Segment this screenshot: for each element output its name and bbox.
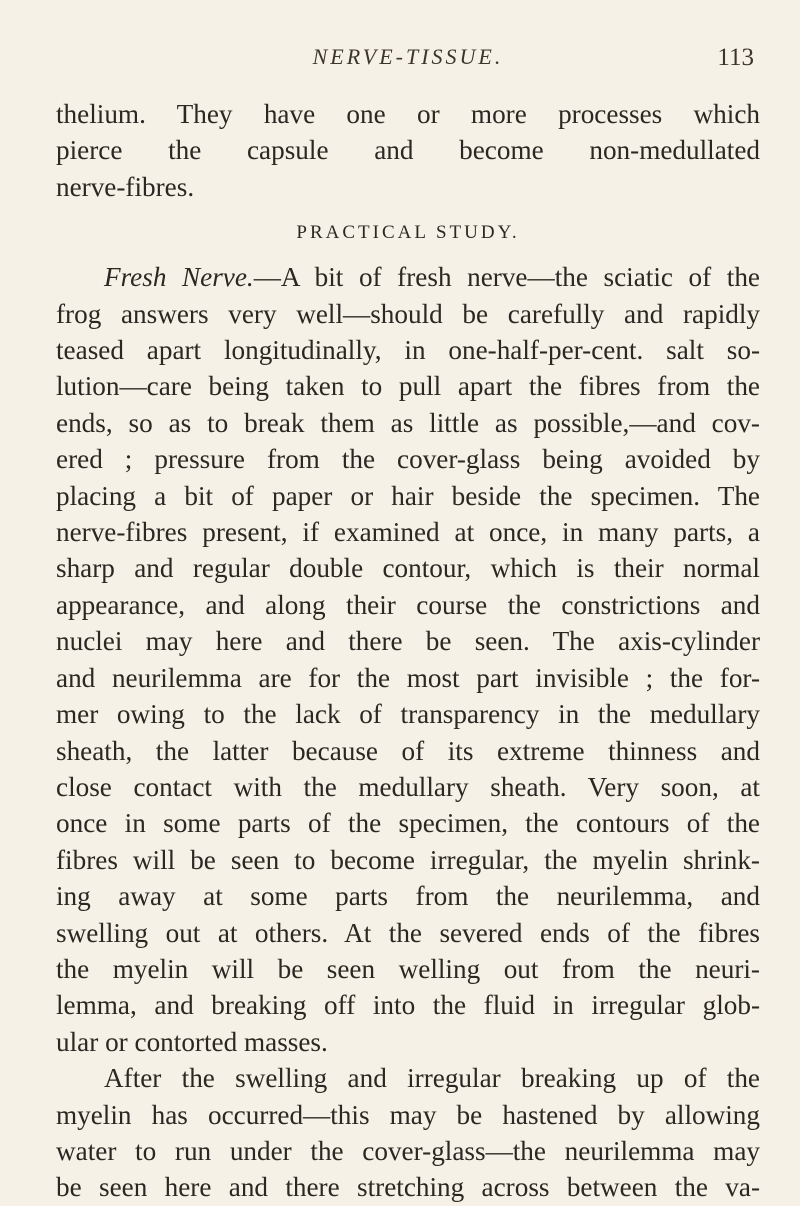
text-line: placing a bit of paper or hair beside the specimen. The — [56, 480, 760, 511]
text-line: be seen here and there stretching across between the va- — [56, 1172, 760, 1203]
text-line: once in some parts of the specimen, the contours of the — [56, 808, 760, 839]
text-line: swelling out at others. At the severed ends of the fibres — [56, 917, 760, 948]
text-line: close contact with the medullary sheath. Very soon, at — [56, 771, 760, 802]
text-line: appearance, and along their course the constrictions and — [56, 589, 760, 620]
text-line: nuclei may here and there be seen. The axis-cylinder — [56, 626, 760, 657]
text-line: ing away at some parts from the neurilemma, and — [56, 881, 760, 912]
text-line: lemma, and breaking off into the fluid in irregular glob- — [56, 990, 760, 1021]
text-line: mer owing to the lack of transparency in the medullary — [56, 699, 760, 730]
text-line-first — [56, 259, 760, 295]
page-number: 113 — [717, 44, 754, 71]
text-line: ends, so as to break them as little as possible,—and cov- — [56, 407, 760, 438]
text-line: lution—care being taken to pull apart the fibres from the — [56, 371, 760, 402]
section-heading: PRACTICAL STUDY. — [296, 222, 520, 244]
paragraph-after-swelling — [56, 1060, 760, 1206]
text-line: water to run under the cover-glass—the neurilemma may — [56, 1135, 760, 1166]
first-line-rest: —A bit of fresh nerve—the sciatic of the — [253, 262, 760, 293]
text-line: frog answers very well—should be carefully and rapidly — [56, 298, 760, 329]
running-head — [56, 44, 760, 84]
text-line: nerve-fibres. — [56, 171, 195, 202]
runin-title: Fresh Nerve. — [104, 262, 254, 293]
paragraph-fresh-nerve — [56, 259, 760, 1060]
running-title: NERVE-TISSUE. — [312, 44, 504, 69]
text-line: After the swelling and irregular breaking up of the — [104, 1063, 760, 1094]
text-line: teased apart longitudinally, in one-half-per-cent. salt so- — [56, 335, 760, 366]
text-line: thelium. They have one or more processes which — [56, 99, 760, 129]
text-line: myelin has occurred—this may be hastened by allowing — [56, 1099, 760, 1130]
text-line: nerve-fibres present, if examined at once, in many parts, a — [56, 517, 760, 548]
text-line: ular or contorted masses. — [56, 1026, 328, 1057]
text-line: ered ; pressure from the cover-glass being avoided by — [56, 444, 760, 475]
text-line: sharp and regular double contour, which is their normal — [56, 553, 760, 584]
body-text — [56, 96, 760, 1206]
text-line: sheath, the latter because of its extreme thinness and — [56, 735, 760, 766]
text-line: the myelin will be seen welling out from the neuri- — [56, 953, 760, 984]
text-line: pierce the capsule and become non-medullated — [56, 135, 760, 166]
text-line: fibres will be seen to become irregular, the myelin shrink- — [56, 844, 760, 875]
intro-paragraph — [56, 96, 760, 205]
text-line: and neurilemma are for the most part invisible ; the for- — [56, 662, 760, 693]
